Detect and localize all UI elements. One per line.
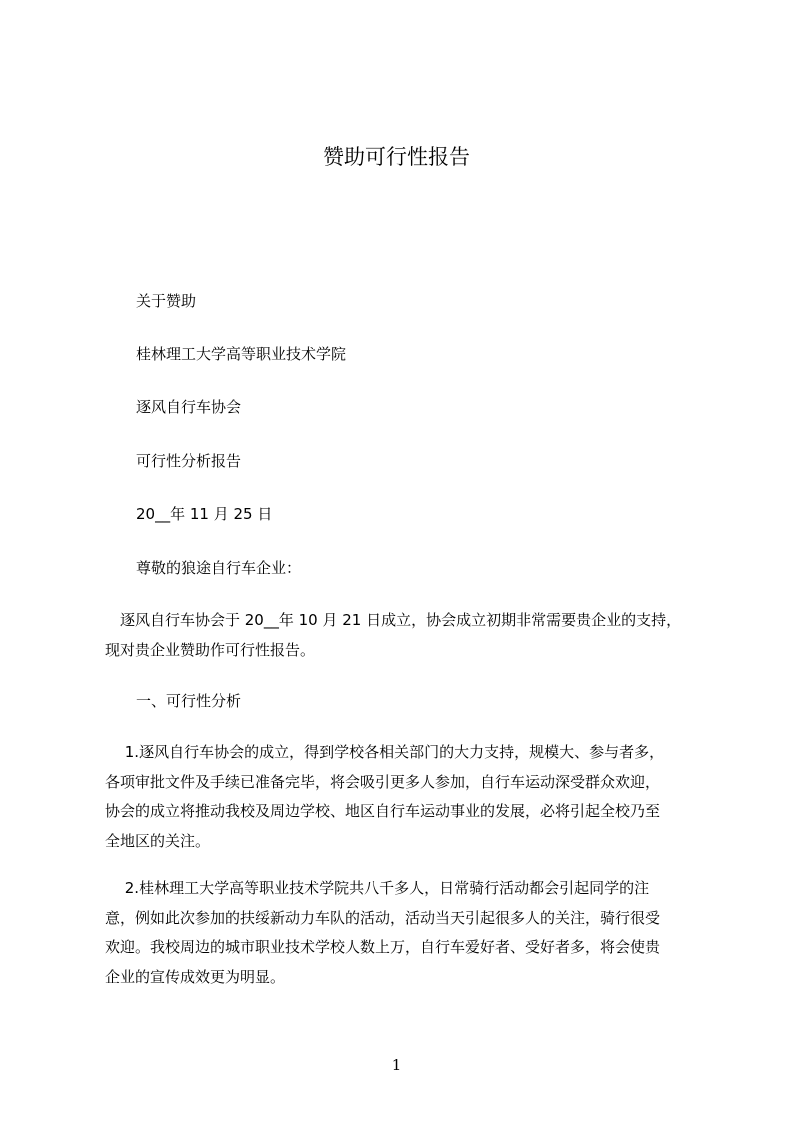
document-title: 赞助可行性报告 — [323, 145, 470, 169]
header-line-about: 关于赞助 — [136, 292, 197, 310]
paragraph-line: 各项审批文件及手续已准备完毕，将会吸引更多人参加，自行车运动深受群众欢迎， — [105, 772, 661, 791]
paragraph-line: 协会的成立将推动我校及周边学校、地区自行车运动事业的发展，必将引起全校乃至 — [105, 802, 661, 820]
section-heading-feasibility: 一、可行性分析 — [136, 692, 242, 710]
salutation: 尊敬的狼途自行车企业： — [136, 559, 302, 577]
point-2-paragraph — [105, 874, 725, 992]
page-number: 1 — [391, 1056, 402, 1074]
intro-line: 逐风自行车协会于 20__年 10 月 21 日成立，协会成立初期非常需要贵企业的支持， — [105, 611, 682, 629]
point-1-paragraph — [105, 738, 725, 856]
paragraph-line: 企业的宣传成效更为明显。 — [105, 967, 286, 986]
paragraph-line: 意，例如此次参加的扶绥新动力车队的活动，活动当天引起很多人的关注，骑行很受 — [105, 908, 661, 927]
header-line-association: 逐风自行车协会 — [136, 398, 242, 416]
header-line-date: 20__年 11 月 25 日 — [136, 505, 273, 523]
header-line-school: 桂林理工大学高等职业技术学院 — [136, 345, 347, 363]
header-line-report-type: 可行性分析报告 — [136, 452, 242, 470]
intro-paragraph — [105, 606, 725, 665]
paragraph-line: 欢迎。我校周边的城市职业技术学校人数上万，自行车爱好者、受好者多，将会使贵 — [105, 938, 661, 956]
paragraph-line: 全地区的关注。 — [105, 831, 211, 850]
intro-line: 现对贵企业赞助作可行性报告。 — [105, 640, 316, 659]
paragraph-line: 2.桂林理工大学高等职业技术学院共八千多人，日常骑行活动都会引起同学的注 — [105, 879, 650, 897]
paragraph-line: 1.逐风自行车协会的成立，得到学校各相关部门的大力支持，规模大、参与者多， — [105, 743, 665, 761]
